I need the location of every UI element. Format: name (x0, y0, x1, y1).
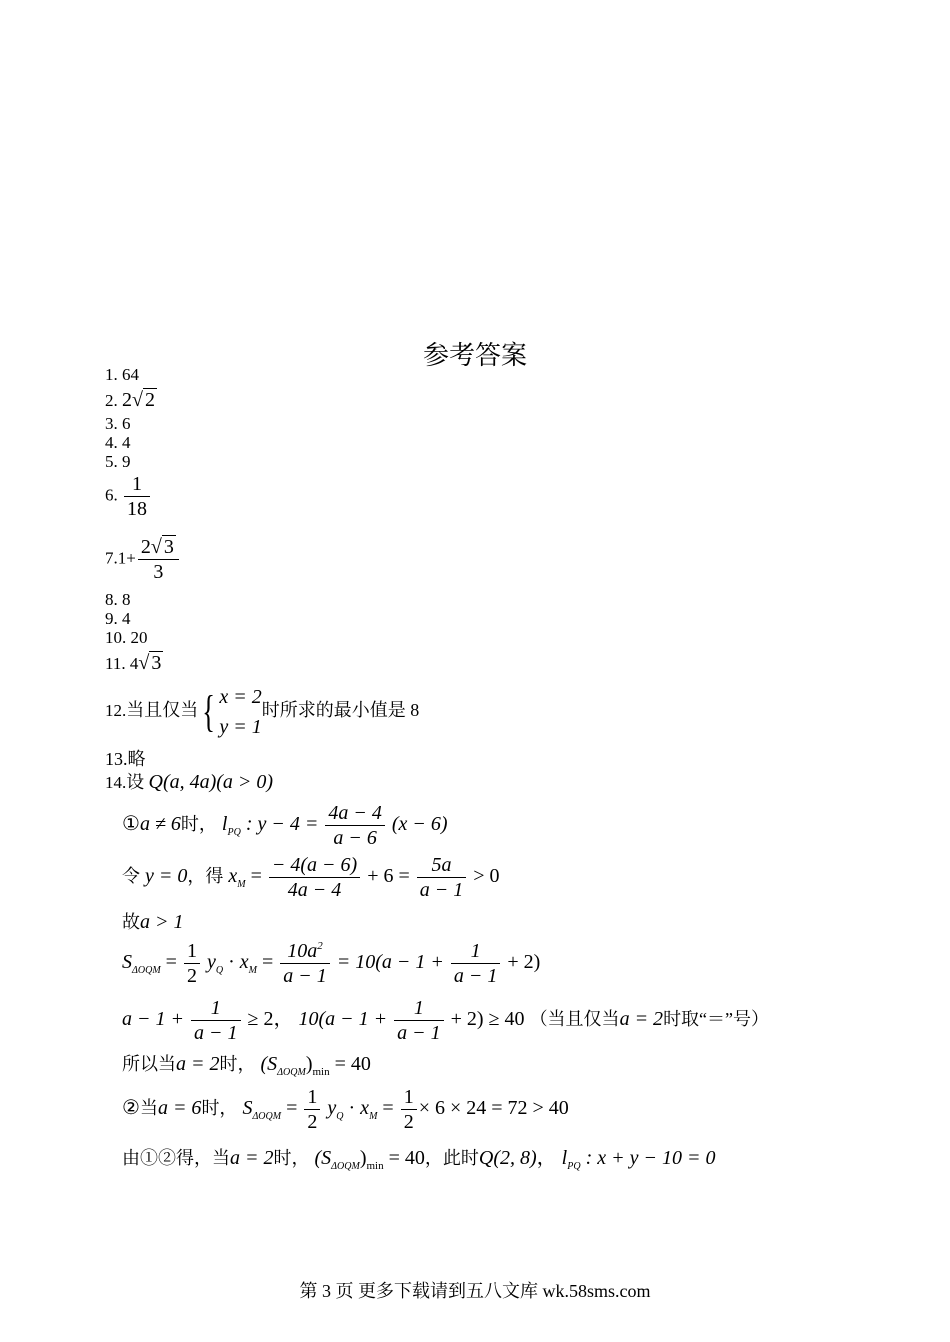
answer-value: 8 (122, 590, 131, 609)
answer-number: 3. (105, 414, 118, 433)
solution-line-1: ①a ≠ 6时， $l_{PQ}$ : y − 4 = $\frac{4a - 4}{a - 6}$ (x − 6) (122, 802, 448, 849)
answer-number: 6. (105, 485, 118, 505)
answer-number: 4. (105, 433, 118, 452)
answer-radicand: 2 (144, 389, 155, 411)
answer-radicand: 3 (151, 652, 162, 674)
answer-2: 2. 2√ 2 (105, 389, 155, 411)
answer-coef: 2 (122, 389, 132, 411)
page-footer: 第 3 页 更多下载请到五八文库 wk.58sms.com (299, 1281, 651, 1301)
answer-number: 7. (105, 548, 118, 568)
answer-4 (105, 433, 131, 453)
answer-number: 10. (105, 628, 127, 647)
answer-1 (105, 365, 139, 385)
answer-fraction: $\frac{2√ 3}{3}$ (138, 535, 179, 584)
solution-line-5: a − 1 + $\frac{1}{a - 1}$ ≥ 2， 10(a − 1 + $\frac{1}{a - 1}$ + 2) ≥ 40 （当且仅当a = 2时取“＝”号） (122, 997, 770, 1044)
answer-number: 14. (105, 773, 127, 792)
answer-value: 4 (122, 433, 131, 452)
answer-fraction: $\frac{1}{18}$ (124, 472, 150, 521)
answer-10 (105, 628, 148, 648)
answer-5 (105, 452, 131, 472)
answer-number: 8. (105, 590, 118, 609)
answer-number: 5. (105, 452, 118, 471)
answer-number: 1. (105, 365, 118, 384)
answer-value: 64 (122, 365, 139, 384)
solution-line-6: 所以当a = 2时， $(S_{\Delta OQM})_{min} = 40$ (122, 1053, 371, 1078)
solution-line-3: 故a > 1 (122, 911, 184, 933)
answer-value: 9 (122, 452, 131, 471)
answer-6 (105, 472, 152, 521)
answer-14: 14.设 Q(a, 4a)(a > 0) (105, 771, 274, 793)
solution-line-8: 由①②得，当a = 2时， $(S_{\Delta OQM})_{min} = 40$，此时Q(2, 8)， $l_{PQ}$ : x + y − 10 = 0 (122, 1147, 716, 1172)
answer-number: 13. (105, 749, 128, 769)
page-title: 参考答案 (422, 341, 527, 370)
answer-expression: Q(a, 4a)(a > 0) (148, 771, 274, 793)
answer-8 (105, 590, 131, 610)
answer-3 (105, 414, 131, 434)
solution-line-4: $S_{\Delta OQM}$ = $\frac{1}{2}$ $y_Q \cdot x_M$ = $\frac{10a^2}{a - 1}$ = 10(a − 1 + $\frac{1}{a - 1}$ + 2) (122, 940, 541, 987)
solution-line-7: ②当a = 6时， $S_{\Delta OQM}$ = $\frac{1}{2}$ $y_Q \cdot x_M$ = $\frac{1}{2}$ × 6 × 24 = 72 > 40 (122, 1086, 569, 1133)
answer-number: 12. (105, 700, 127, 720)
answer-number: 11. (105, 654, 126, 673)
answer-value: 略 (127, 749, 146, 769)
solution-line-2: 令 y = 0，得 $x_M$ = $\frac{- 4(a - 6)}{4a - 4}$ + 6 = $\frac{5a}{a - 1}$ > 0 (122, 854, 500, 901)
brace-icon: { (202, 687, 216, 736)
answer-7: 7.1+ $\frac{2√ 3}{3}$ (105, 535, 181, 584)
equation-system: x = 2 y = 1 (219, 686, 262, 738)
answer-11: 11. 4√ 3 (105, 652, 162, 674)
answer-value: 6 (122, 414, 131, 433)
answer-value: 4 (122, 609, 131, 628)
answer-value: 20 (130, 628, 148, 647)
answer-12: 12.当且仅当{ x = 2 y = 1 时所求的最小值是 8 (105, 682, 419, 742)
answer-number: 9. (105, 609, 118, 628)
answer-number: 2. (105, 391, 118, 410)
answer-9 (105, 609, 131, 629)
